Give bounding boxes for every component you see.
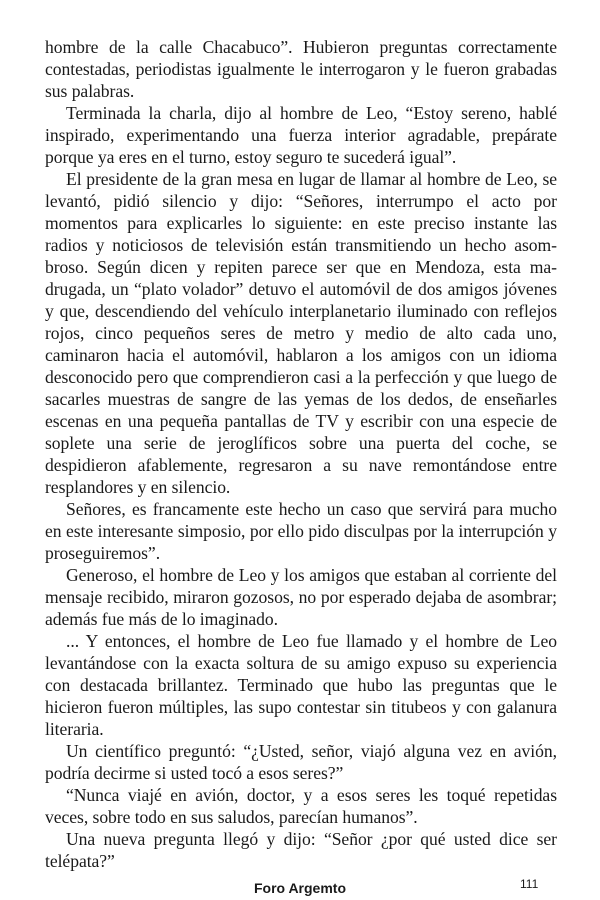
running-footer-title: Foro Argemto (253, 880, 347, 896)
paragraph-continuation: hombre de la calle Chacabuco”. Hubieron preguntas correctamente contestadas, periodistas igualmente le interrogaron y le fueron grabadas sus palabras. (45, 37, 557, 101)
paragraph: Un científico preguntó: “¿Usted, señor, viajó alguna vez en avión, podría decirme si usted tocó a esos seres?” (45, 741, 557, 783)
page-number: 111 (520, 877, 539, 891)
paragraph: El presidente de la gran mesa en lugar de llamar al hombre de Leo, se levantó, pidió silencio y dijo: “Señores, interrumpo el acto por momentos para explicarles lo siguiente: en este preciso instante las radios y noticiosos de televisión están transmitiendo un hecho asombroso. Según dicen y repiten parece ser que en Mendoza, esta madrugada, un “plato volador” detuvo el automóvil de dos amigos jóvenes y que, descendiendo del vehículo interplanetario iluminado con reflejos rojos, cinco pequeños seres de metro y medio de alto cada uno, caminaron hacia el automóvil, hablaron a los amigos con un idioma desconocido pero que comprendieron casi a la perfección y que luego de sacarles muestras de sangre de las yemas de los dedos, de enseñarles escenas en una pequeña pantallas de TV y escribir con una especie de soplete una serie de jeroglíficos sobre una puerta del coche, se despidieron afablemente, regresaron a su nave remontándose entre resplandores y en silencio. (45, 169, 557, 497)
paragraph: Generoso, el hombre de Leo y los amigos que estaban al corriente del mensaje recibido, miraron gozosos, no por esperado dejaba de asombrar; además fue más de lo imaginado. (45, 565, 557, 629)
paragraph: Una nueva pregunta llegó y dijo: “Señor ¿por qué usted dice ser telépata?” (45, 829, 557, 871)
body-text (45, 36, 557, 872)
paragraph: Señores, es francamente este hecho un caso que servirá para mucho en este interesante simposio, por ello pido disculpas por la interrupción y proseguiremos”. (45, 499, 557, 563)
paragraph: ... Y entonces, el hombre de Leo fue llamado y el hombre de Leo levantándose con la exacta soltura de su amigo expuso su experiencia con destacada brillantez. Terminado que hubo las preguntas que le hicieron fueron múltiples, las supo contestar sin titubeos y con galanura literaria. (45, 631, 557, 739)
paragraph: “Nunca viajé en avión, doctor, y a esos seres les toqué repetidas veces, sobre todo en sus saludos, parecían humanos”. (45, 785, 557, 827)
paragraph: Terminada la charla, dijo al hombre de Leo, “Estoy sereno, hablé inspirado, experimentando una fuerza interior agradable, prepárate porque ya eres en el turno, estoy seguro te sucederá igual”. (45, 103, 557, 167)
